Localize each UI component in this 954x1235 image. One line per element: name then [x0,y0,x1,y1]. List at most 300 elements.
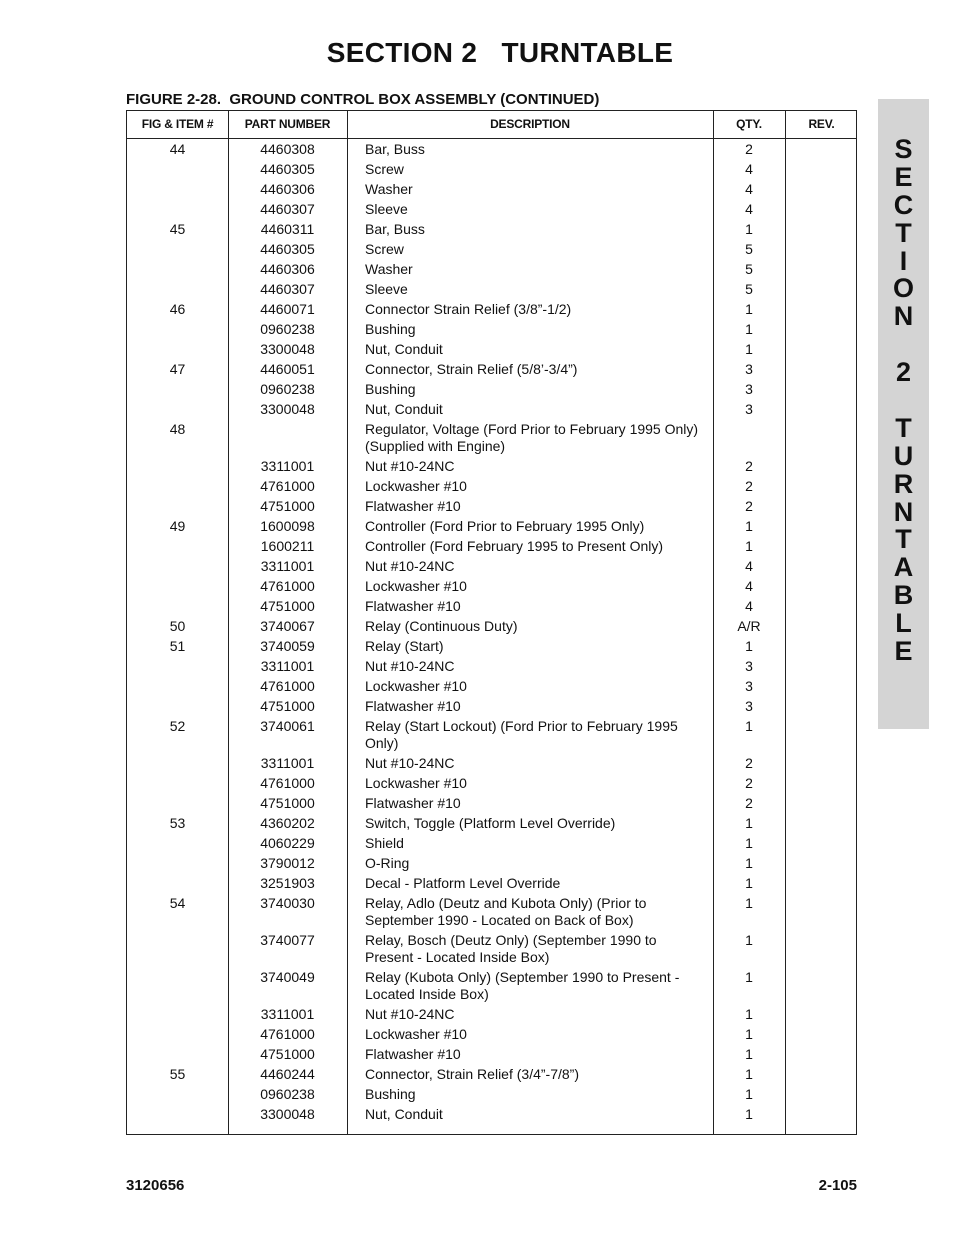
table-row [127,380,856,400]
cell-qty: 1 [745,815,753,831]
cell-part-number: 4460071 [260,301,315,317]
cell-rev [785,854,858,874]
cell-description: Relay (Start Lockout) (Ford Prior to February 1995 Only) [365,718,678,751]
side-tab-letter [878,331,929,359]
cell-description: Nut #10-24NC [365,658,455,674]
document-number: 3120656 [126,1177,185,1194]
cell-qty: 1 [745,341,753,357]
cell-rev [785,874,858,894]
cell-fig-item [127,160,228,180]
cell-rev [785,360,858,380]
cell-qty: 4 [745,161,753,177]
cell-description: Bushing [365,1086,416,1102]
side-tab-label [878,136,929,666]
header-part-number: PART NUMBER [244,117,331,131]
cell-qty [713,420,785,457]
cell-qty: 5 [745,281,753,297]
table-row [127,814,856,834]
cell-rev [785,774,858,794]
cell-qty: 1 [745,718,753,734]
cell-qty: 4 [745,558,753,574]
cell-fig-item: 52 [169,718,186,734]
cell-rev [785,577,858,597]
cell-description: Screw [365,161,404,177]
cell-part-number: 3740059 [260,638,315,654]
cell-fig-item [127,380,228,400]
cell-fig-item: 44 [169,141,186,157]
cell-qty: 2 [745,795,753,811]
cell-fig-item: 48 [169,421,186,437]
cell-part-number: 4460308 [260,141,315,157]
cell-qty: 1 [745,1106,753,1122]
table-row [127,1065,856,1085]
table-row [127,400,856,420]
cell-fig-item [127,834,228,854]
cell-description: Switch, Toggle (Platform Level Override) [365,815,616,831]
table-row [127,320,856,340]
cell-qty: 2 [745,498,753,514]
side-tab-letter: N [893,301,914,332]
page-number: 2-105 [818,1177,857,1194]
cell-rev [785,200,858,220]
cell-qty: 5 [745,241,753,257]
cell-qty: 3 [745,658,753,674]
cell-description: Connector, Strain Relief (5/8’-3/4”) [365,361,578,377]
cell-qty: A/R [737,618,761,634]
table-row [127,854,856,874]
cell-part-number [228,420,347,457]
side-tab-letter: T [895,217,912,248]
table-row [127,874,856,894]
cell-fig-item [127,1085,228,1105]
cell-part-number: 3300048 [260,1106,315,1122]
header-fig-item: FIG & ITEM # [141,117,214,131]
table-row [127,200,856,220]
cell-description: Relay (Continuous Duty) [365,618,518,634]
side-tab-letter: S [894,134,913,164]
cell-description: Lockwasher #10 [365,1026,467,1042]
cell-description: Bar, Buss [365,141,425,157]
cell-fig-item [127,968,228,1005]
cell-description: Connector, Strain Relief (3/4”-7/8”) [365,1066,579,1082]
section-side-tab [878,99,929,729]
cell-rev [785,657,858,677]
table-row [127,457,856,477]
cell-fig-item [127,754,228,774]
header-description: DESCRIPTION [490,117,570,131]
cell-fig-item [127,597,228,617]
table-row [127,931,856,968]
table-row [127,774,856,794]
cell-part-number: 4761000 [260,678,315,694]
side-tab-letter: I [899,245,908,276]
cell-rev [785,1005,858,1025]
table-row [127,260,856,280]
cell-description: Flatwasher #10 [365,1046,461,1062]
cell-qty: 1 [745,875,753,891]
cell-description: Nut #10-24NC [365,558,455,574]
cell-rev [785,677,858,697]
cell-fig-item [127,477,228,497]
cell-rev [785,814,858,834]
cell-rev [785,240,858,260]
cell-rev [785,1065,858,1085]
cell-qty: 1 [745,1066,753,1082]
cell-qty: 1 [745,1086,753,1102]
cell-part-number: 3300048 [260,401,315,417]
table-row [127,597,856,617]
cell-rev [785,537,858,557]
side-tab-letter: R [893,468,914,499]
cell-qty: 3 [745,678,753,694]
cell-fig-item [127,774,228,794]
cell-qty: 1 [745,1026,753,1042]
cell-qty: 5 [745,261,753,277]
table-row [127,717,856,754]
cell-fig-item [127,1045,228,1065]
cell-qty: 2 [745,775,753,791]
cell-part-number: 4060229 [260,835,315,851]
cell-fig-item [127,200,228,220]
cell-description: O-Ring [365,855,410,871]
cell-part-number: 4751000 [260,1046,315,1062]
table-row [127,697,856,717]
cell-part-number: 4751000 [260,795,315,811]
cell-rev [785,220,858,240]
side-tab-letter: E [894,161,913,192]
cell-rev [785,557,858,577]
table-row [127,1085,856,1105]
cell-fig-item: 45 [169,221,186,237]
cell-description: Bushing [365,321,416,337]
cell-part-number: 0960238 [260,1086,315,1102]
cell-part-number: 1600098 [260,518,315,534]
cell-part-number: 3740061 [260,718,315,734]
cell-fig-item [127,657,228,677]
cell-fig-item [127,794,228,814]
cell-rev [785,1045,858,1065]
side-tab-letter: E [894,636,913,667]
side-tab-letter [878,387,929,415]
cell-rev [785,140,858,160]
cell-part-number: 0960238 [260,381,315,397]
cell-description: Nut #10-24NC [365,755,455,771]
table-row [127,477,856,497]
cell-part-number: 4360202 [260,815,315,831]
cell-qty: 1 [745,895,753,911]
cell-fig-item [127,854,228,874]
cell-qty: 1 [745,855,753,871]
cell-fig-item [127,677,228,697]
figure-title: FIGURE 2-28. GROUND CONTROL BOX ASSEMBLY (CONTINUED) [126,91,600,108]
cell-description: Connector Strain Relief (3/8”-1/2) [365,301,572,317]
cell-description: Relay (Start) [365,638,444,654]
cell-description: Flatwasher #10 [365,795,461,811]
cell-rev [785,477,858,497]
cell-rev [785,340,858,360]
cell-description: Lockwasher #10 [365,478,467,494]
cell-part-number: 4460311 [260,221,315,237]
cell-part-number: 3251903 [260,875,315,891]
side-tab-letter: A [893,552,914,583]
table-row [127,657,856,677]
cell-fig-item [127,1005,228,1025]
cell-part-number: 3740067 [260,618,315,634]
cell-description: Nut, Conduit [365,1106,443,1122]
table-row [127,517,856,537]
cell-qty: 1 [745,1006,753,1022]
cell-qty: 1 [745,221,753,237]
side-tab-letter: U [893,440,914,471]
cell-qty: 3 [745,361,753,377]
cell-qty: 4 [745,578,753,594]
cell-part-number: 4460307 [260,201,315,217]
cell-part-number: 1600211 [260,538,315,554]
table-row [127,420,856,457]
cell-qty: 4 [745,201,753,217]
cell-fig-item [127,557,228,577]
cell-rev [785,697,858,717]
cell-rev [785,420,858,457]
cell-fig-item [127,577,228,597]
cell-rev [785,637,858,657]
cell-rev [785,597,858,617]
table-row [127,577,856,597]
cell-description: Decal - Platform Level Override [365,875,561,891]
cell-fig-item [127,280,228,300]
table-row [127,1105,856,1125]
cell-rev [785,1025,858,1045]
side-tab-letter: 2 [895,357,912,388]
cell-part-number: 3311001 [260,558,315,574]
section-title: SECTION 2 TURNTABLE [326,37,674,68]
cell-part-number: 3740049 [260,969,315,985]
cell-fig-item [127,260,228,280]
cell-part-number: 4751000 [260,598,315,614]
cell-rev [785,794,858,814]
cell-rev [785,517,858,537]
cell-description: Screw [365,241,404,257]
cell-qty: 4 [745,181,753,197]
table-row [127,617,856,637]
cell-qty: 1 [745,1046,753,1062]
table-row [127,677,856,697]
table-row [127,180,856,200]
cell-description: Nut #10-24NC [365,458,455,474]
cell-description: Washer [365,181,413,197]
cell-description: Bushing [365,381,416,397]
header-rev: REV. [808,117,835,131]
side-tab-letter: B [893,580,914,611]
cell-qty: 1 [745,969,753,985]
cell-qty: 2 [745,458,753,474]
cell-description: Bar, Buss [365,221,425,237]
table-row [127,300,856,320]
cell-part-number: 4460051 [260,361,315,377]
cell-fig-item [127,320,228,340]
cell-description: Controller (Ford February 1995 to Present Only) [365,538,664,554]
cell-fig-item: 46 [169,301,186,317]
cell-part-number: 4761000 [260,1026,315,1042]
cell-fig-item: 51 [169,638,186,654]
side-tab-letter: T [895,524,912,555]
cell-description: Flatwasher #10 [365,598,461,614]
table-row [127,140,856,160]
side-tab-letter: N [893,496,914,527]
cell-qty: 3 [745,401,753,417]
cell-fig-item: 55 [169,1066,186,1082]
cell-fig-item [127,180,228,200]
cell-fig-item [127,1105,228,1125]
cell-fig-item [127,240,228,260]
cell-description: Sleeve [365,281,408,297]
cell-qty: 1 [745,301,753,317]
table-body [127,140,856,1125]
cell-description: Lockwasher #10 [365,775,467,791]
cell-qty: 3 [745,381,753,397]
cell-qty: 2 [745,755,753,771]
cell-part-number: 3790012 [260,855,315,871]
table-row [127,240,856,260]
cell-description: Relay, Adlo (Deutz and Kubota Only) (Prior to September 1990 - Located on Back of Box) [365,895,647,928]
cell-part-number: 4460305 [260,241,315,257]
cell-fig-item: 49 [169,518,186,534]
table-row [127,1025,856,1045]
cell-rev [785,1105,858,1125]
cell-rev [785,717,858,754]
cell-rev [785,1085,858,1105]
parts-table [126,110,857,1135]
cell-rev [785,968,858,1005]
table-row [127,754,856,774]
cell-fig-item [127,497,228,517]
cell-fig-item [127,400,228,420]
cell-description: Lockwasher #10 [365,578,467,594]
cell-rev [785,400,858,420]
cell-fig-item [127,537,228,557]
cell-description: Lockwasher #10 [365,678,467,694]
cell-fig-item [127,1025,228,1045]
cell-rev [785,180,858,200]
table-row [127,794,856,814]
cell-fig-item: 54 [169,895,186,911]
table-row [127,1045,856,1065]
cell-part-number: 4460306 [260,261,315,277]
cell-rev [785,380,858,400]
table-row [127,968,856,1005]
cell-fig-item: 53 [169,815,186,831]
table-row [127,637,856,657]
cell-part-number: 4751000 [260,498,315,514]
cell-description: Washer [365,261,413,277]
cell-part-number: 3311001 [260,458,315,474]
table-row [127,497,856,517]
cell-description: Nut #10-24NC [365,1006,455,1022]
cell-fig-item [127,874,228,894]
cell-part-number: 4761000 [260,578,315,594]
table-row [127,280,856,300]
cell-description: Sleeve [365,201,408,217]
cell-rev [785,260,858,280]
cell-description: Shield [365,835,404,851]
cell-fig-item [127,931,228,968]
cell-part-number: 3311001 [260,755,315,771]
header-qty: QTY. [736,117,762,131]
cell-rev [785,280,858,300]
cell-rev [785,894,858,931]
table-row [127,360,856,380]
cell-rev [785,320,858,340]
cell-qty: 1 [745,932,753,948]
cell-fig-item: 50 [169,618,186,634]
cell-description: Regulator, Voltage (Ford Prior to February 1995 Only) (Supplied with Engine) [365,421,699,454]
cell-part-number: 3300048 [260,341,315,357]
table-row [127,220,856,240]
cell-qty: 2 [745,141,753,157]
cell-part-number: 4460244 [260,1066,315,1082]
cell-description: Nut, Conduit [365,341,443,357]
cell-description: Flatwasher #10 [365,498,461,514]
cell-fig-item [127,457,228,477]
header-divider [127,138,856,139]
cell-part-number: 4761000 [260,775,315,791]
cell-part-number: 4761000 [260,478,315,494]
table-row [127,1005,856,1025]
cell-qty: 1 [745,518,753,534]
cell-rev [785,617,858,637]
cell-qty: 1 [745,835,753,851]
cell-description: Relay, Bosch (Deutz Only) (September 1990 to Present - Located Inside Box) [365,932,657,965]
cell-description: Nut, Conduit [365,401,443,417]
cell-rev [785,497,858,517]
table-row [127,834,856,854]
cell-rev [785,160,858,180]
cell-rev [785,457,858,477]
cell-description: Controller (Ford Prior to February 1995 Only) [365,518,645,534]
side-tab-letter: C [893,189,914,220]
cell-part-number: 4460306 [260,181,315,197]
cell-qty: 1 [745,638,753,654]
cell-rev [785,754,858,774]
cell-part-number: 4751000 [260,698,315,714]
side-tab-letter: L [895,608,912,639]
cell-description: Relay (Kubota Only) (September 1990 to Present - Located Inside Box) [365,969,680,1002]
cell-qty: 1 [745,538,753,554]
cell-description: Flatwasher #10 [365,698,461,714]
cell-part-number: 3311001 [260,658,315,674]
cell-rev [785,834,858,854]
table-row [127,340,856,360]
cell-part-number: 0960238 [260,321,315,337]
cell-rev [785,300,858,320]
cell-qty: 3 [745,698,753,714]
cell-part-number: 4460305 [260,161,315,177]
table-row [127,160,856,180]
table-row [127,894,856,931]
cell-rev [785,931,858,968]
side-tab-letter: T [895,412,912,443]
cell-fig-item [127,697,228,717]
cell-fig-item [127,340,228,360]
table-row [127,557,856,577]
cell-part-number: 3740077 [260,932,315,948]
cell-qty: 2 [745,478,753,494]
cell-qty: 1 [745,321,753,337]
side-tab-letter: O [892,273,914,304]
cell-fig-item: 47 [169,361,186,377]
cell-part-number: 3311001 [260,1006,315,1022]
cell-part-number: 3740030 [260,895,315,911]
